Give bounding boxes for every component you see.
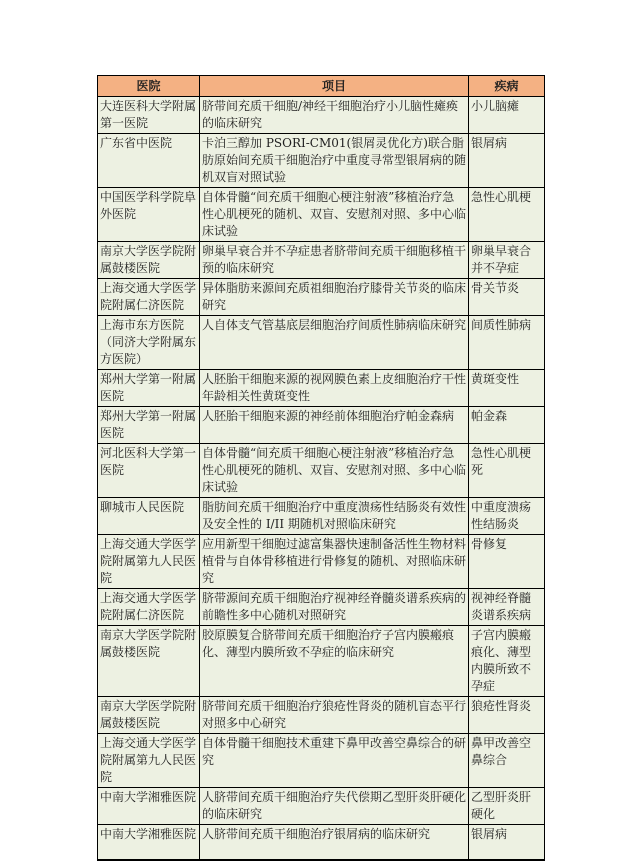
table-row bbox=[98, 370, 545, 407]
hospital-cell: 郑州大学第一附属医院 bbox=[98, 370, 200, 407]
project-cell: 人胚胎干细胞来源的视网膜色素上皮细胞治疗干性年龄相关性黄斑变性 bbox=[200, 370, 469, 407]
hospital-cell: 中南大学湘雅医院 bbox=[98, 788, 200, 825]
hospital-cell: 河北医科大学第一医院 bbox=[98, 444, 200, 498]
project-cell: 自体骨髓“间充质干细胞心梗注射液”移植治疗急性心肌梗死的随机、双盲、安慰剂对照、多中心临床试验 bbox=[200, 444, 469, 498]
table-row bbox=[98, 188, 545, 242]
table-row bbox=[98, 498, 545, 535]
disease-cell: 黄斑变性 bbox=[469, 370, 545, 407]
hospital-cell: 上海交通大学医学院附属第九人民医院 bbox=[98, 535, 200, 589]
table-body bbox=[98, 97, 545, 861]
disease-cell: 中重度溃疡性结肠炎 bbox=[469, 498, 545, 535]
hospital-cell: 上海交通大学医学院附属第九人民医院 bbox=[98, 734, 200, 788]
project-cell: 自体骨髓干细胞技术重建下鼻甲改善空鼻综合的研究 bbox=[200, 734, 469, 788]
header-hospital: 医院 bbox=[98, 76, 200, 97]
hospital-cell: 大连医科大学附属第一医院 bbox=[98, 97, 200, 134]
hospital-cell: 广东省中医院 bbox=[98, 134, 200, 188]
table-row bbox=[98, 825, 545, 861]
header-disease: 疾病 bbox=[469, 76, 545, 97]
table-row bbox=[98, 316, 545, 370]
project-cell: 自体骨髓“间充质干细胞心梗注射液”移植治疗急性心肌梗死的随机、双盲、安慰剂对照、多中心临床试验 bbox=[200, 188, 469, 242]
table-row bbox=[98, 444, 545, 498]
disease-cell: 狼疮性肾炎 bbox=[469, 697, 545, 734]
clinical-trials-table bbox=[97, 75, 545, 861]
project-cell: 脐带间充质干细胞/神经干细胞治疗小儿脑性瘫痪的临床研究 bbox=[200, 97, 469, 134]
disease-cell: 视神经脊髓炎谱系疾病 bbox=[469, 589, 545, 626]
disease-cell: 小儿脑瘫 bbox=[469, 97, 545, 134]
disease-cell: 急性心肌梗死 bbox=[469, 444, 545, 498]
project-cell: 卡泊三醇加 PSORI-CM01(银屑灵优化方)联合脂肪原始间充质干细胞治疗中重度寻常型银屑病的随机双盲对照试验 bbox=[200, 134, 469, 188]
table-row bbox=[98, 97, 545, 134]
project-cell: 脐带间充质干细胞治疗狼疮性肾炎的随机盲态平行对照多中心研究 bbox=[200, 697, 469, 734]
project-cell: 人自体支气管基底层细胞治疗间质性肺病临床研究 bbox=[200, 316, 469, 370]
header-project: 项目 bbox=[200, 76, 469, 97]
project-cell: 人脐带间充质干细胞治疗失代偿期乙型肝炎肝硬化的临床研究 bbox=[200, 788, 469, 825]
table-row bbox=[98, 535, 545, 589]
hospital-cell: 聊城市人民医院 bbox=[98, 498, 200, 535]
project-cell: 异体脂肪来源间充质祖细胞治疗膝骨关节炎的临床研究 bbox=[200, 279, 469, 316]
table-row bbox=[98, 697, 545, 734]
hospital-cell: 上海交通大学医学院附属仁济医院 bbox=[98, 589, 200, 626]
table-header bbox=[98, 76, 545, 97]
header-row bbox=[98, 76, 545, 97]
project-cell: 应用新型干细胞过滤富集器快速制备活性生物材料植骨与自体骨移植进行骨修复的随机、对照临床研究 bbox=[200, 535, 469, 589]
disease-cell: 银屑病 bbox=[469, 134, 545, 188]
hospital-cell: 郑州大学第一附属医院 bbox=[98, 407, 200, 444]
project-cell: 脂肪间充质干细胞治疗中重度溃疡性结肠炎有效性及安全性的 I/II 期随机对照临床研究 bbox=[200, 498, 469, 535]
disease-cell: 骨修复 bbox=[469, 535, 545, 589]
project-cell: 卵巢早衰合并不孕症患者脐带间充质干细胞移植干预的临床研究 bbox=[200, 242, 469, 279]
disease-cell: 帕金森 bbox=[469, 407, 545, 444]
project-cell: 人脐带间充质干细胞治疗银屑病的临床研究 bbox=[200, 825, 469, 861]
table-row bbox=[98, 626, 545, 697]
table-row bbox=[98, 589, 545, 626]
project-cell: 脐带源间充质干细胞治疗视神经脊髓炎谱系疾病的前瞻性多中心随机对照研究 bbox=[200, 589, 469, 626]
disease-cell: 乙型肝炎肝硬化 bbox=[469, 788, 545, 825]
hospital-cell: 上海交通大学医学院附属仁济医院 bbox=[98, 279, 200, 316]
hospital-cell: 上海市东方医院（同济大学附属东方医院） bbox=[98, 316, 200, 370]
disease-cell: 卵巢早衰合并不孕症 bbox=[469, 242, 545, 279]
table-row bbox=[98, 734, 545, 788]
disease-cell: 子宫内膜瘢痕化、薄型内膜所致不孕症 bbox=[469, 626, 545, 697]
disease-cell: 间质性肺病 bbox=[469, 316, 545, 370]
table-row bbox=[98, 407, 545, 444]
hospital-cell: 中南大学湘雅医院 bbox=[98, 825, 200, 861]
hospital-cell: 南京大学医学院附属鼓楼医院 bbox=[98, 697, 200, 734]
table-row bbox=[98, 279, 545, 316]
hospital-cell: 南京大学医学院附属鼓楼医院 bbox=[98, 626, 200, 697]
table-row bbox=[98, 134, 545, 188]
disease-cell: 骨关节炎 bbox=[469, 279, 545, 316]
project-cell: 人胚胎干细胞来源的神经前体细胞治疗帕金森病 bbox=[200, 407, 469, 444]
disease-cell: 鼻甲改善空鼻综合 bbox=[469, 734, 545, 788]
hospital-cell: 南京大学医学院附属鼓楼医院 bbox=[98, 242, 200, 279]
disease-cell: 银屑病 bbox=[469, 825, 545, 861]
clinical-trials-table-wrap bbox=[97, 75, 544, 861]
project-cell: 胶原膜复合脐带间充质干细胞治疗子宫内膜瘢痕化、薄型内膜所致不孕症的临床研究 bbox=[200, 626, 469, 697]
hospital-cell: 中国医学科学院阜外医院 bbox=[98, 188, 200, 242]
table-row bbox=[98, 242, 545, 279]
disease-cell: 急性心肌梗 bbox=[469, 188, 545, 242]
table-row bbox=[98, 788, 545, 825]
